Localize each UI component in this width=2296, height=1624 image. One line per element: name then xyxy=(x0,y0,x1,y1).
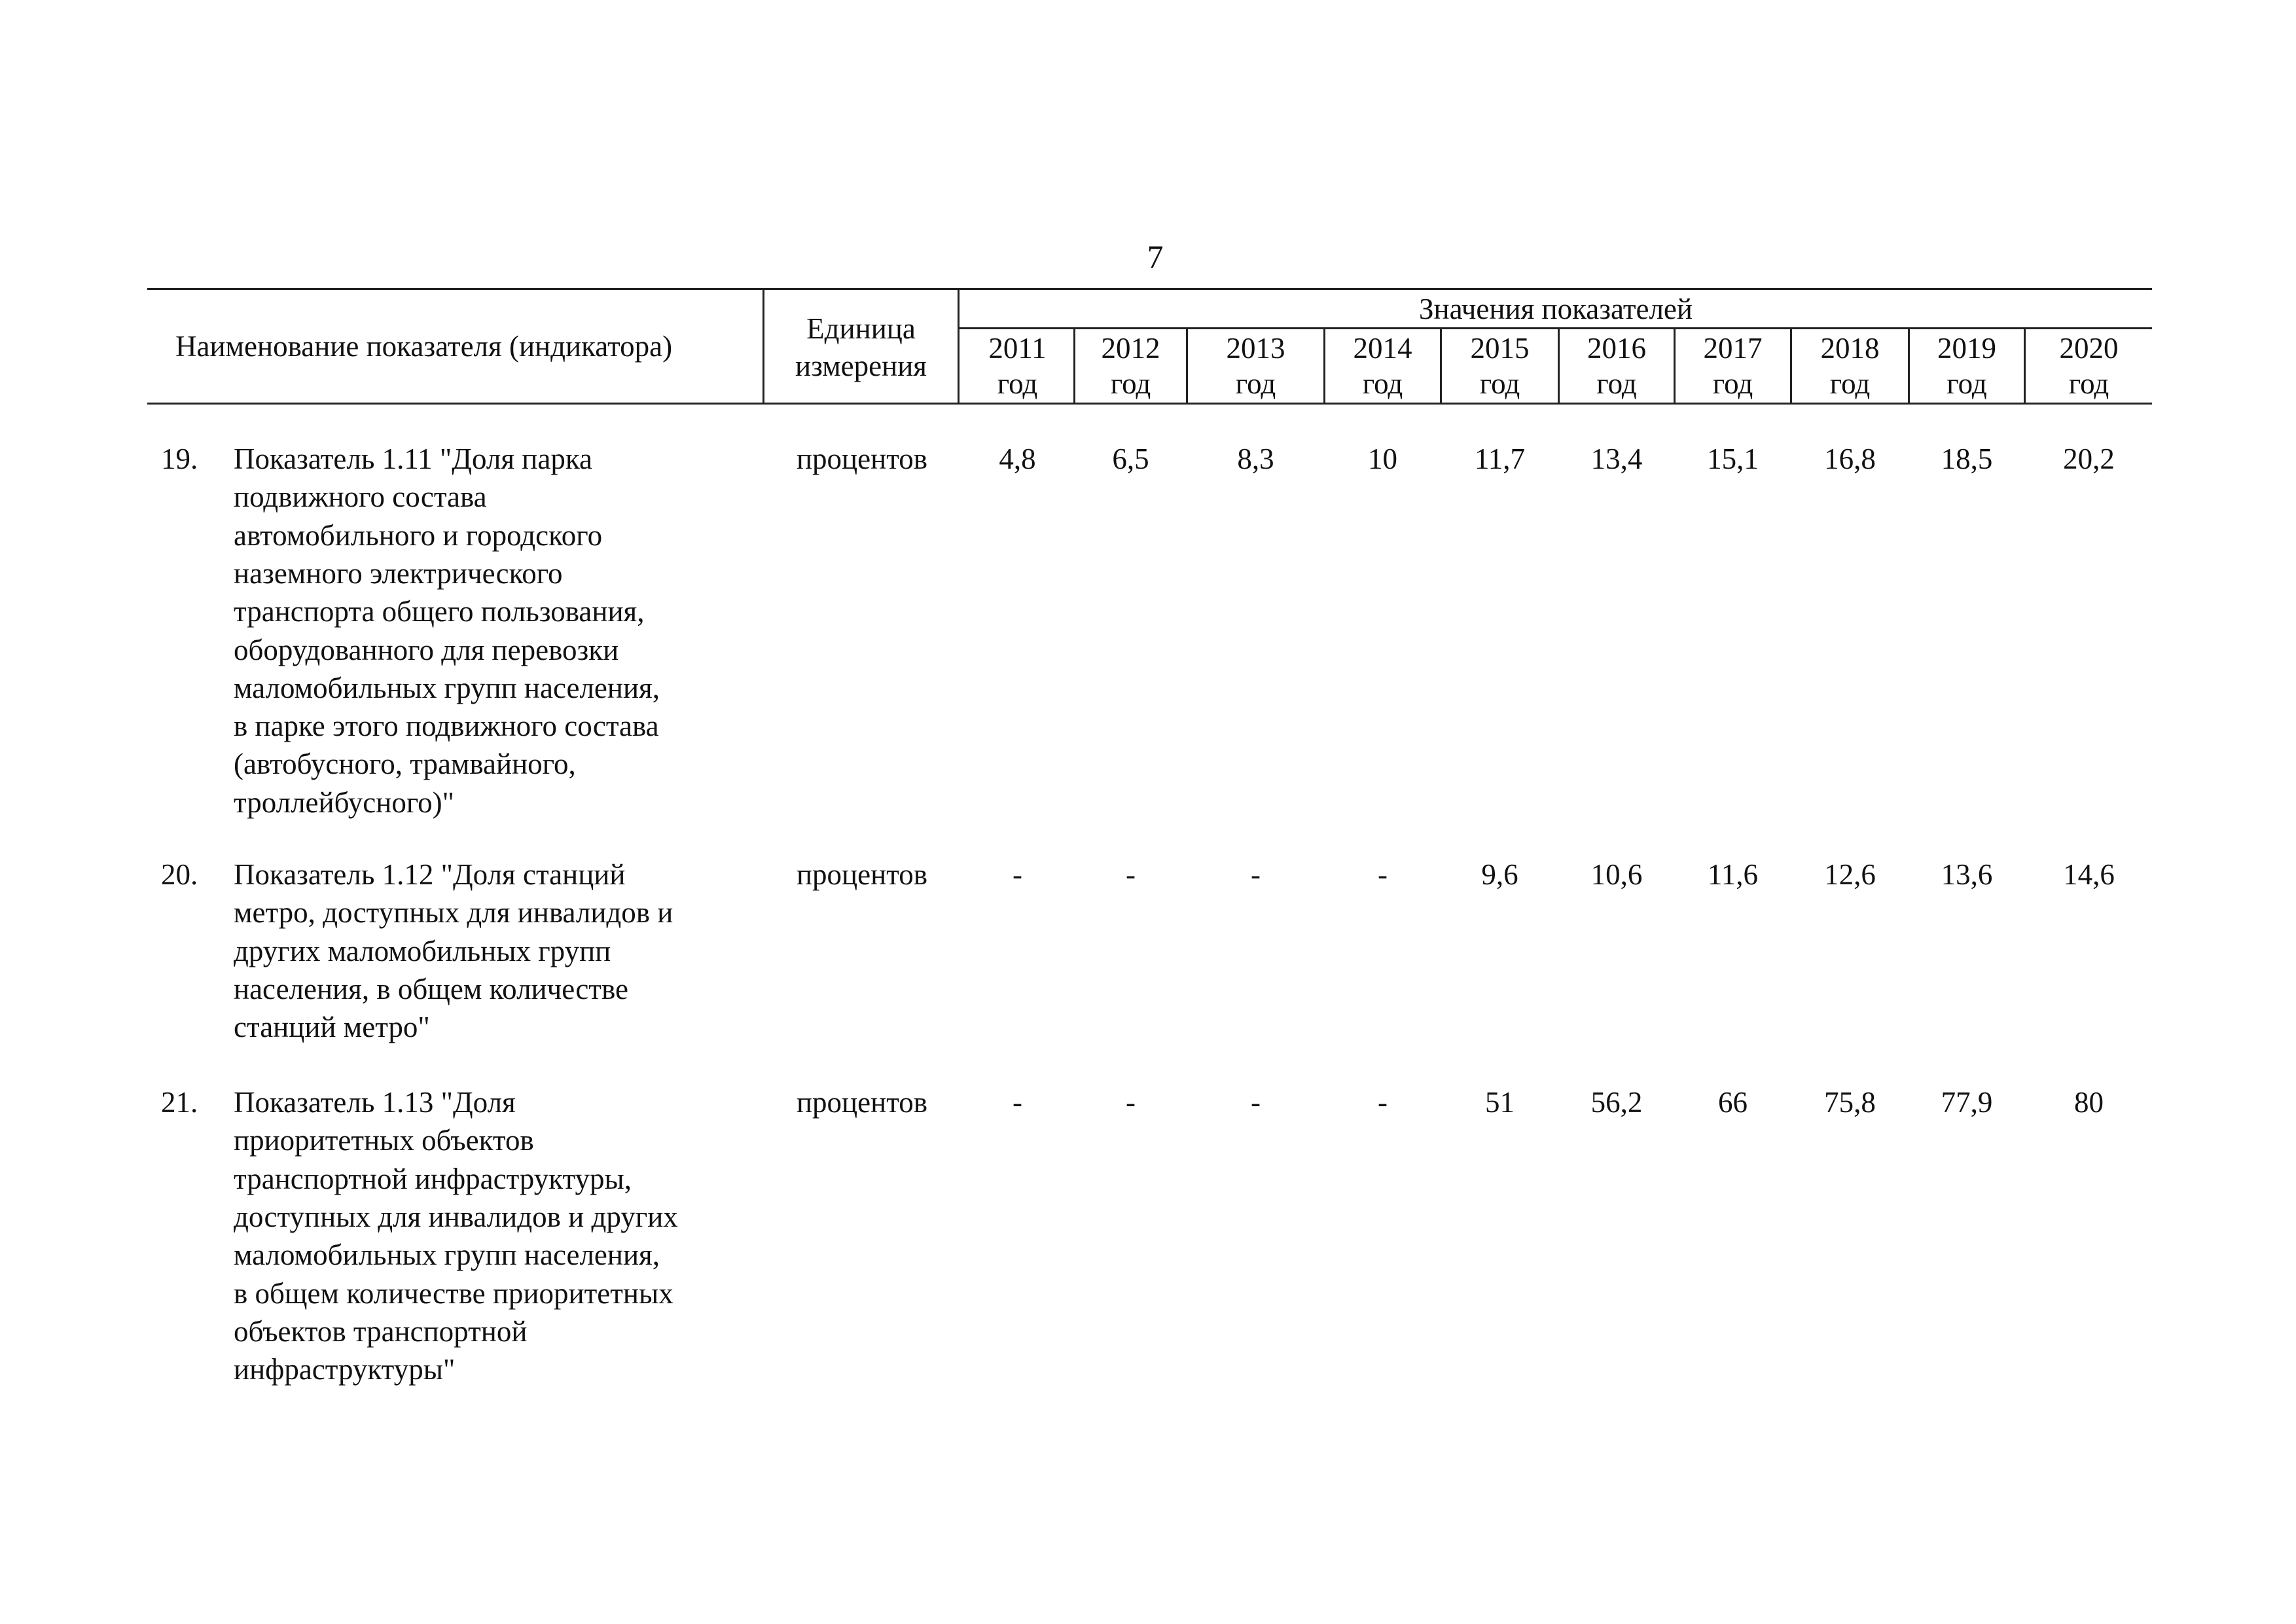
value-cell: 15,1 xyxy=(1707,442,1759,475)
value-cell: 14,6 xyxy=(2063,858,2115,891)
year-header-suffix: год xyxy=(1596,367,1637,400)
name-column-header: Наименование показателя (индикатора) xyxy=(175,330,673,363)
year-header: 2012 xyxy=(1101,332,1160,365)
indicator-name-line: метро, доступных для инвалидов и xyxy=(234,896,673,929)
indicator-name-line: других маломобильных групп xyxy=(234,934,611,967)
indicator-name-line: оборудованного для перевозки xyxy=(234,633,619,666)
value-cell: 6,5 xyxy=(1112,442,1149,475)
year-header: 2020 xyxy=(2059,332,2119,365)
year-header-suffix: год xyxy=(1829,367,1871,400)
indicator-name-line: подвижного состава xyxy=(234,480,487,514)
indicator-name-line: маломобильных групп населения, xyxy=(234,1238,660,1272)
year-header-suffix: год xyxy=(1362,367,1403,400)
value-cell: 20,2 xyxy=(2063,442,2115,475)
year-header: 2017 xyxy=(1703,332,1763,365)
indicator-name-line: троллейбусного)" xyxy=(234,785,455,819)
header-bottom-rule xyxy=(147,403,2152,405)
value-cell: 56,2 xyxy=(1590,1086,1643,1119)
indicator-name-line: автомобильного и городского xyxy=(234,518,603,552)
value-cell: 66 xyxy=(1718,1086,1748,1119)
indicator-name-line: станций метро" xyxy=(234,1011,430,1044)
indicator-name-line: маломобильных групп населения, xyxy=(234,671,660,704)
value-cell: - xyxy=(1126,858,1136,891)
year-header-suffix: год xyxy=(1946,367,1987,400)
year-header: 2018 xyxy=(1820,332,1880,365)
unit-column-header-line2: измерения xyxy=(795,350,927,382)
value-cell: 13,4 xyxy=(1590,442,1643,475)
year-header: 2011 xyxy=(988,332,1047,365)
value-cell: 12,6 xyxy=(1824,858,1876,891)
indicator-name-line: приоритетных объектов xyxy=(234,1124,534,1157)
indicator-name-line: населения, в общем количестве xyxy=(234,972,628,1005)
year-header: 2013 xyxy=(1226,332,1285,365)
value-cell: - xyxy=(1378,1086,1388,1119)
indicator-name-line: Показатель 1.13 "Доля xyxy=(234,1086,516,1119)
row-number: 19. xyxy=(161,442,198,475)
value-cell: 11,7 xyxy=(1474,442,1526,475)
unit-cell: процентов xyxy=(796,1086,928,1119)
indicator-name-line: наземного электрического xyxy=(234,556,563,590)
value-cell: 18,5 xyxy=(1941,442,1993,475)
indicator-name-line: доступных для инвалидов и других xyxy=(234,1200,678,1233)
unit-column-header-line1: Единица xyxy=(806,312,916,345)
value-cell: - xyxy=(1013,1086,1022,1119)
indicator-name-line: транспортной инфраструктуры, xyxy=(234,1162,632,1195)
value-cell: 80 xyxy=(2074,1086,2104,1119)
indicator-name-line: в парке этого подвижного состава xyxy=(234,710,659,743)
value-cell: 77,9 xyxy=(1941,1086,1993,1119)
indicator-name-line: Показатель 1.11 "Доля парка xyxy=(234,442,593,475)
row-number: 20. xyxy=(161,858,198,891)
unit-cell: процентов xyxy=(796,442,928,475)
value-cell: 10 xyxy=(1368,442,1397,475)
indicator-name-line: транспорта общего пользования, xyxy=(234,595,645,628)
value-cell: 13,6 xyxy=(1941,858,1993,891)
value-cell: - xyxy=(1126,1086,1136,1119)
value-cell: 16,8 xyxy=(1824,442,1876,475)
value-cell: - xyxy=(1251,1086,1261,1119)
value-cell: - xyxy=(1378,858,1388,891)
year-header-suffix: год xyxy=(1712,367,1753,400)
indicator-name-line: (автобусного, трамвайного, xyxy=(234,748,576,781)
year-header-suffix: год xyxy=(2068,367,2109,400)
year-header-suffix: год xyxy=(997,367,1038,400)
year-header-suffix: год xyxy=(1235,367,1276,400)
value-cell: 10,6 xyxy=(1590,858,1643,891)
year-header-suffix: год xyxy=(1479,367,1520,400)
year-header: 2019 xyxy=(1937,332,1996,365)
value-cell: 75,8 xyxy=(1824,1086,1876,1119)
unit-cell: процентов xyxy=(796,858,928,891)
value-cell: 4,8 xyxy=(999,442,1036,475)
row-number: 21. xyxy=(161,1086,198,1119)
value-cell: - xyxy=(1251,858,1261,891)
value-cell: 9,6 xyxy=(1481,858,1518,891)
year-header-suffix: год xyxy=(1110,367,1151,400)
value-cell: 8,3 xyxy=(1237,442,1274,475)
indicator-name-line: Показатель 1.12 "Доля станций xyxy=(234,858,626,891)
year-header: 2016 xyxy=(1587,332,1646,365)
year-header: 2014 xyxy=(1353,332,1412,365)
year-header: 2015 xyxy=(1470,332,1530,365)
indicator-name-line: в общем количестве приоритетных xyxy=(234,1276,673,1310)
value-cell: 11,6 xyxy=(1707,858,1759,891)
indicator-name-line: объектов транспортной xyxy=(234,1314,528,1348)
value-cell: 51 xyxy=(1485,1086,1515,1119)
page-number: 7 xyxy=(1147,238,1164,275)
indicator-name-line: инфраструктуры" xyxy=(234,1353,456,1386)
value-cell: - xyxy=(1013,858,1022,891)
values-group-header: Значения показателей xyxy=(1419,293,1693,325)
